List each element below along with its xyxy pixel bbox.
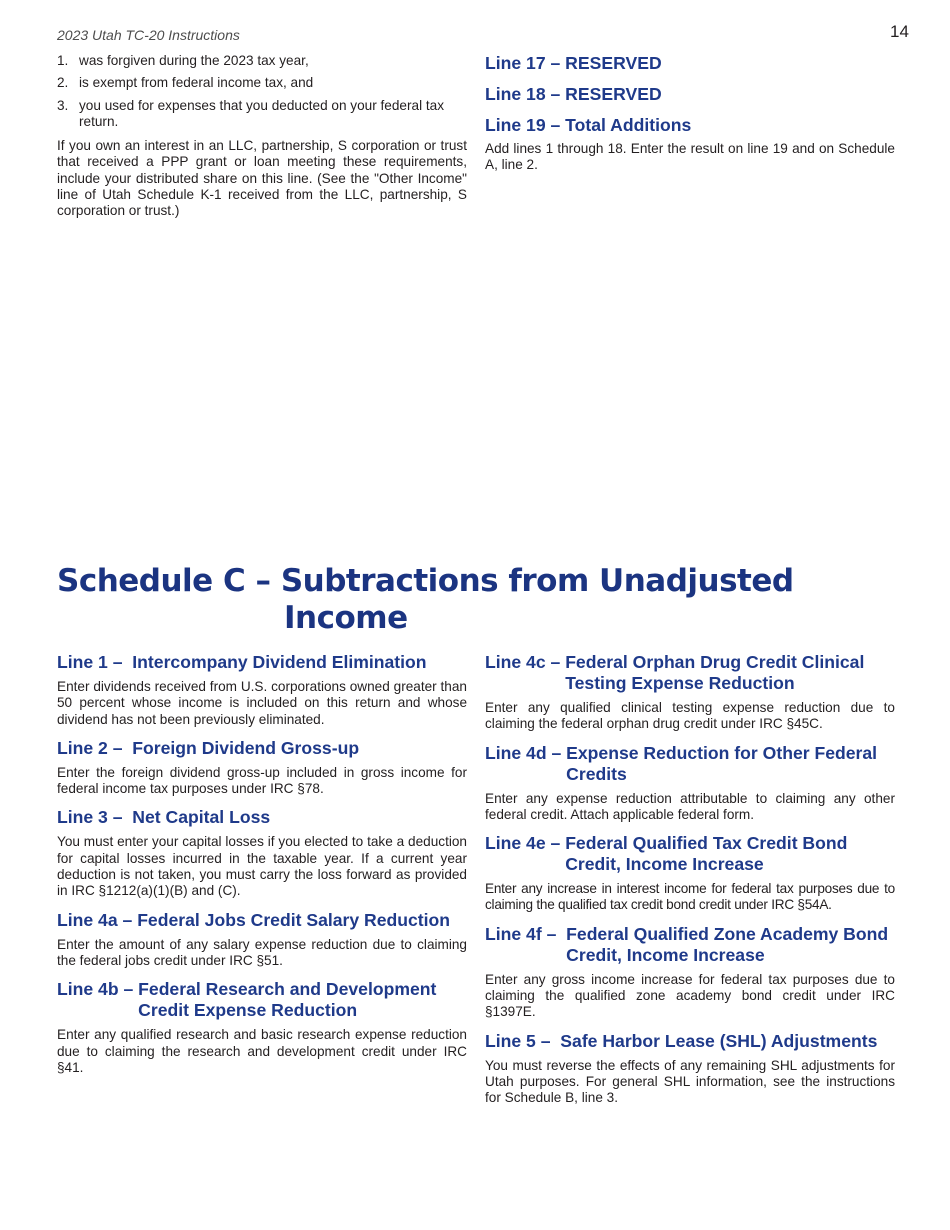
running-header: 2023 Utah TC-20 Instructions (57, 27, 240, 43)
line-1-text: Enter dividends received from U.S. corporations owned greater than 50 percent whose income is included on this return and whose dividend has not been previously eliminated. (57, 679, 467, 727)
top-left-column (57, 53, 467, 220)
schedule-c-left-column (57, 652, 467, 1076)
line-3-heading: Line 3 – Net Capital Loss (57, 807, 271, 828)
list-item: 2. is exempt from federal income tax, and (57, 75, 314, 91)
line-2-heading: Line 2 – Foreign Dividend Gross-up (57, 737, 360, 758)
line-4d-heading: Line 4d – Expense Reduction for Other Federal Credits (485, 742, 878, 784)
line-4e-heading: Line 4e – Federal Qualified Tax Credit Bond Credit, Income Increase (485, 833, 848, 875)
requirements-list (57, 53, 467, 130)
line-4d-text: Enter any expense reduction attributable to claiming any other federal credit. Attach applicable federal form. (485, 790, 895, 822)
line-4c-text: Enter any qualified clinical testing expense reduction due to claiming the federal orphan drug credit under IRC §45C. (485, 700, 895, 732)
line-5-text: You must reverse the effects of any remaining SHL adjustments for Utah purposes. For general SHL information, see the instructions for Schedule B, line 3. (485, 1057, 895, 1106)
list-item: 3. you used for expenses that you deducted on your federal tax return. (57, 97, 445, 129)
line-18-heading: Line 18 – RESERVED (485, 84, 662, 104)
line-2-text: Enter the foreign dividend gross-up included in gross income for federal income tax purposes under IRC §78. (57, 764, 467, 797)
line-4b-heading: Line 4b – Federal Research and Development Credit Expense Reduction (57, 979, 437, 1021)
line-5-heading: Line 5 – Safe Harbor Lease (SHL) Adjustments (485, 1030, 878, 1051)
line-4a-heading: Line 4a – Federal Jobs Credit Salary Reduction (57, 909, 451, 930)
line-1-heading: Line 1 – Intercompany Dividend Elimination (57, 652, 427, 672)
page-number: 14 (890, 22, 909, 41)
line-3-text: You must enter your capital losses if you elected to take a deduction for capital losses incurred in the taxable year. If a current year deduction is not taken, you must carry the loss forward as provided in IRC §1212(a)(1)(B) and (C). (57, 834, 467, 899)
line-17-heading: Line 17 – RESERVED (485, 53, 662, 73)
line-4e-text: Enter any increase in interest income for federal tax purposes due to claiming the qualified tax credit bond credit under IRC §54A. (485, 881, 895, 913)
schedule-c-title: Schedule C – Subtractions from Unadjusted Income (57, 563, 794, 636)
line-19-heading: Line 19 – Total Additions (485, 115, 692, 135)
line-4c-heading: Line 4c – Federal Orphan Drug Credit Clinical Testing Expense Reduction (485, 652, 865, 693)
list-item: 1. was forgiven during the 2023 tax year, (57, 53, 309, 68)
line-4a-text: Enter the amount of any salary expense reduction due to claiming the federal jobs credit under IRC §51. (57, 936, 467, 968)
line-4f-text: Enter any gross income increase for federal tax purposes due to claiming the qualified zone academy bond credit under IRC §1397E. (485, 971, 895, 1020)
line-4f-heading: Line 4f – Federal Qualified Zone Academy Bond Credit, Income Increase (485, 923, 889, 965)
line-4b-text: Enter any qualified research and basic research expense reduction due to claiming the research and development credit under IRC §41. (57, 1027, 467, 1075)
line-19-text: Add lines 1 through 18. Enter the result on line 19 and on Schedule A, line 2. (485, 141, 895, 173)
schedule-c-right-column (485, 652, 895, 1107)
ppp-paragraph: If you own an interest in an LLC, partnership, S corporation or trust that received a PPP grant or loan meeting these requirements, include your distributed share on this line. (See the "Other Income" line of Utah Schedule K-1 received from the LLC, partnership, S corporation or trust.) (57, 138, 467, 219)
top-right-column (485, 53, 895, 174)
